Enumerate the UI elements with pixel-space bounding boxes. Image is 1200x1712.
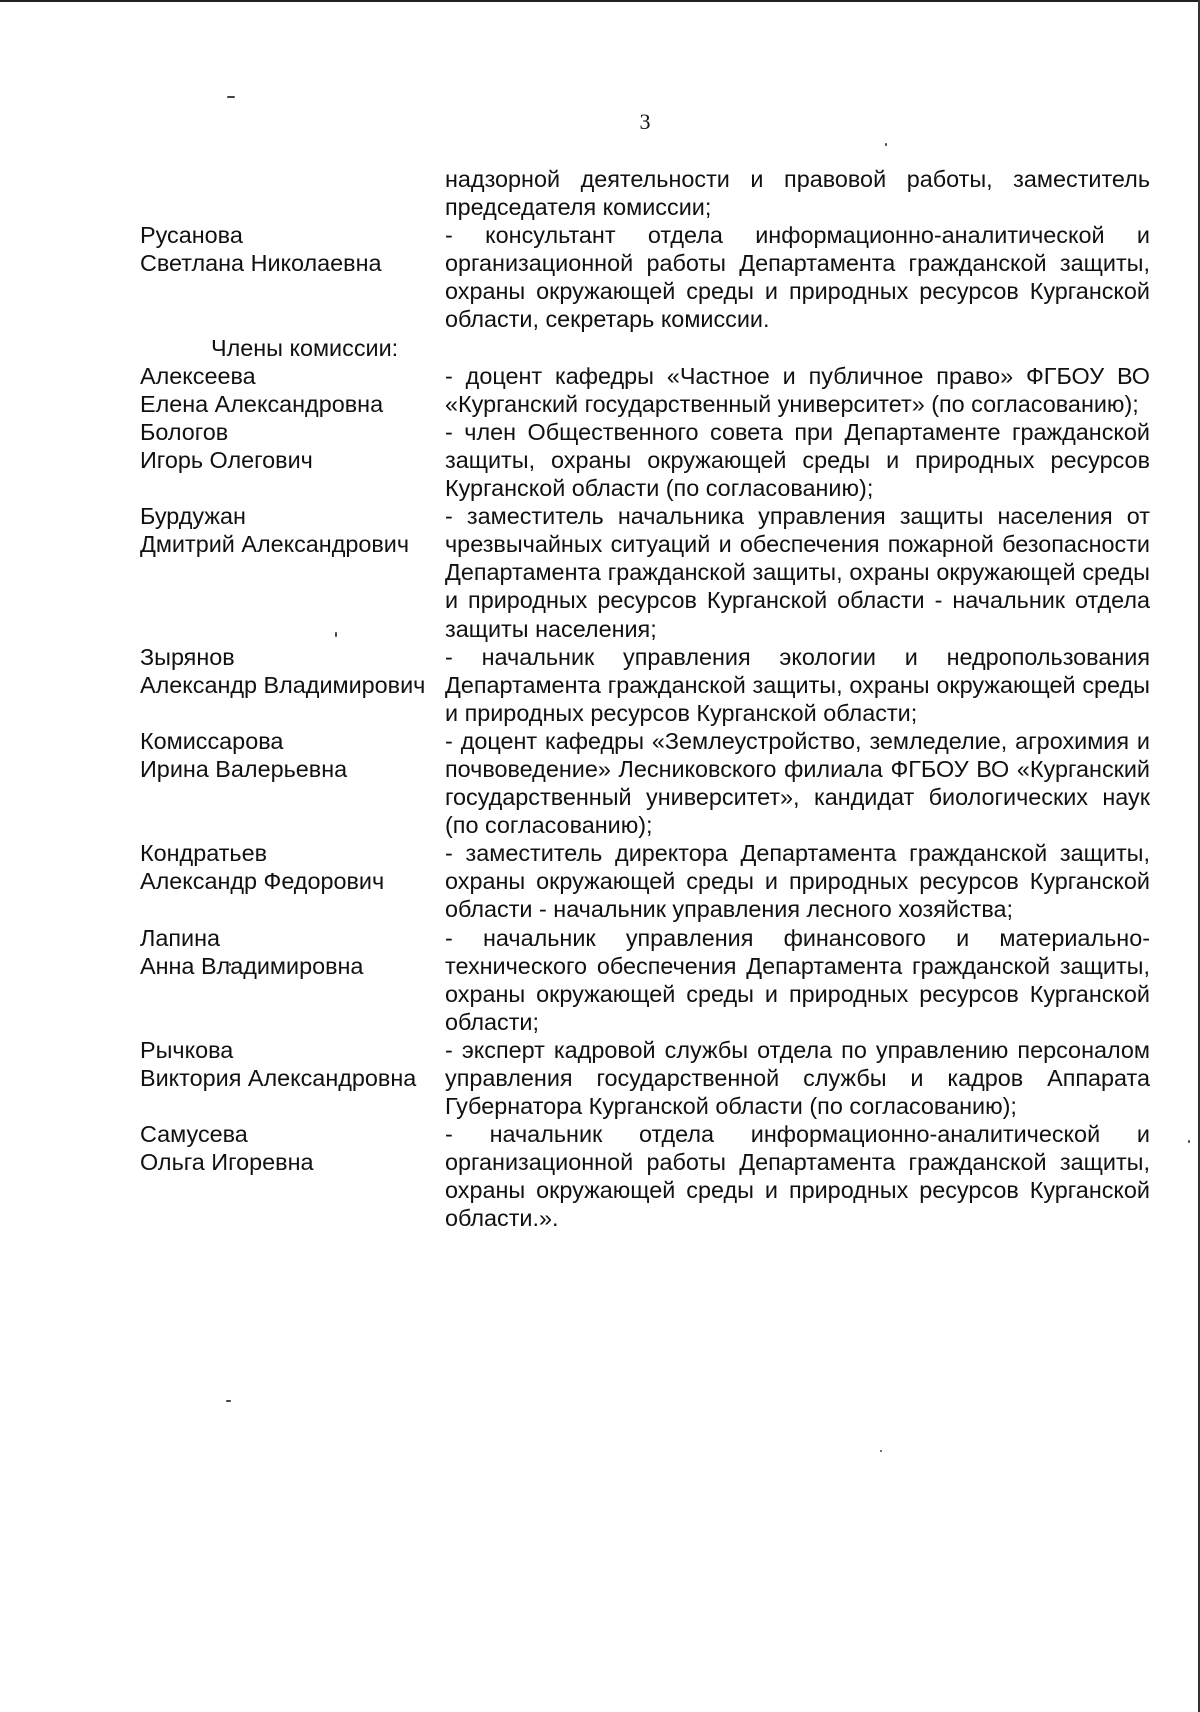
surname: Комиссарова [140, 727, 284, 754]
given-names: Анна Владимировна [140, 952, 364, 979]
given-names: Александр Федорович [140, 868, 385, 895]
member-position: - заместитель директора Департамента гражданской защиты, охраны окружающей среды и природных ресурсов Курганской области - начальник управления лесного хозяйства; [445, 840, 1150, 923]
surname: Алексеева [140, 362, 256, 389]
member-row [140, 839, 1150, 923]
surname: Русанова [140, 222, 243, 249]
member-row [140, 418, 1150, 502]
member-row [140, 924, 1150, 1036]
surname: Рычкова [140, 1036, 234, 1063]
member-row [140, 1120, 1150, 1232]
member-position: - начальник управления экологии и недропользования Департамента гражданской защиты, охраны окружающей среды и природных ресурсов Курганской области; [445, 643, 1150, 726]
member-position: - эксперт кадровой службы отдела по управлению персоналом управления государственной службы и кадров Аппарата Губернатора Курганской области (по согласованию); [445, 1036, 1150, 1120]
member-name [140, 1120, 445, 1176]
surname: Кондратьев [140, 840, 268, 867]
member-row [140, 502, 1150, 642]
intro-continuation-row [140, 165, 1150, 221]
member-position: - заместитель начальника управления защиты населения от чрезвычайных ситуаций и обеспечения пожарной безопасности Департамента гражданской защиты, охраны окружающей среды и природных ресурсов Курганской области - начальник отдела защиты населения; [445, 503, 1150, 642]
scan-speck [227, 96, 235, 98]
member-name [140, 924, 445, 980]
member-name [140, 502, 445, 558]
given-names: Ольга Игоревна [140, 1149, 314, 1176]
intro-continuation-text: надзорной деятельности и правовой работы, заместитель председателя комиссии; [445, 166, 1150, 221]
secretary-position: - консультант отдела информационно-аналитической и организационной работы Департамента гражданской защиты, охраны окружающей среды и природных ресурсов Курганской области, секретарь комиссии. [445, 222, 1150, 333]
member-position: - доцент кафедры «Частное и публичное право» ФГБОУ ВО «Курганский государственный университет» (по согласованию); [445, 362, 1150, 417]
member-row [140, 727, 1150, 839]
surname: Зырянов [140, 643, 235, 670]
page-top-edge [0, 0, 1200, 2]
member-name [140, 1036, 445, 1092]
member-name [140, 839, 445, 895]
member-row [140, 362, 1150, 418]
surname: Лапина [140, 924, 221, 951]
secretary-name [140, 221, 445, 277]
given-names: Игорь Олегович [140, 446, 313, 473]
surname: Самусева [140, 1121, 248, 1148]
members-heading: Члены комиссии: [211, 334, 399, 361]
page-number: 3 [639, 109, 651, 134]
commission-list [140, 165, 1150, 1233]
given-names: Виктория Александровна [140, 1065, 417, 1091]
surname: Бологов [140, 418, 229, 445]
scan-speck [1188, 1140, 1190, 1143]
member-row [140, 1036, 1150, 1120]
given-names: Светлана Николаевна [140, 250, 382, 277]
member-position: - доцент кафедры «Землеустройство, земледелие, агрохимия и почвоведение» Лесниковского филиала ФГБОУ ВО «Курганский государственный университет», кандидат биологических наук (по согласованию); [445, 727, 1150, 839]
scan-speck [880, 1450, 882, 1452]
scan-speck [226, 1400, 231, 1402]
member-name [140, 643, 445, 699]
given-names: Дмитрий Александрович [140, 531, 410, 558]
member-position: - начальник управления финансового и материально-технического обеспечения Департамента гражданской защиты, охраны окружающей среды и природных ресурсов Курганской области; [445, 924, 1150, 1035]
member-name [140, 727, 445, 783]
secretary-row [140, 221, 1150, 333]
given-names: Ирина Валерьевна [140, 755, 348, 782]
member-position: - член Общественного совета при Департаменте гражданской защиты, охраны окружающей среды и природных ресурсов Курганской области (по согласованию); [445, 418, 1150, 502]
surname: Бурдужан [140, 503, 246, 530]
member-position: - начальник отдела информационно-аналитической и организационной работы Департамента гражданской защиты, охраны окружающей среды и природных ресурсов Курганской области.». [445, 1121, 1150, 1232]
member-name [140, 418, 445, 474]
given-names: Елена Александровна [140, 390, 384, 417]
member-name [140, 362, 445, 418]
given-names: Александр Владимирович [140, 671, 426, 698]
scan-speck [885, 143, 887, 146]
member-row [140, 643, 1150, 727]
